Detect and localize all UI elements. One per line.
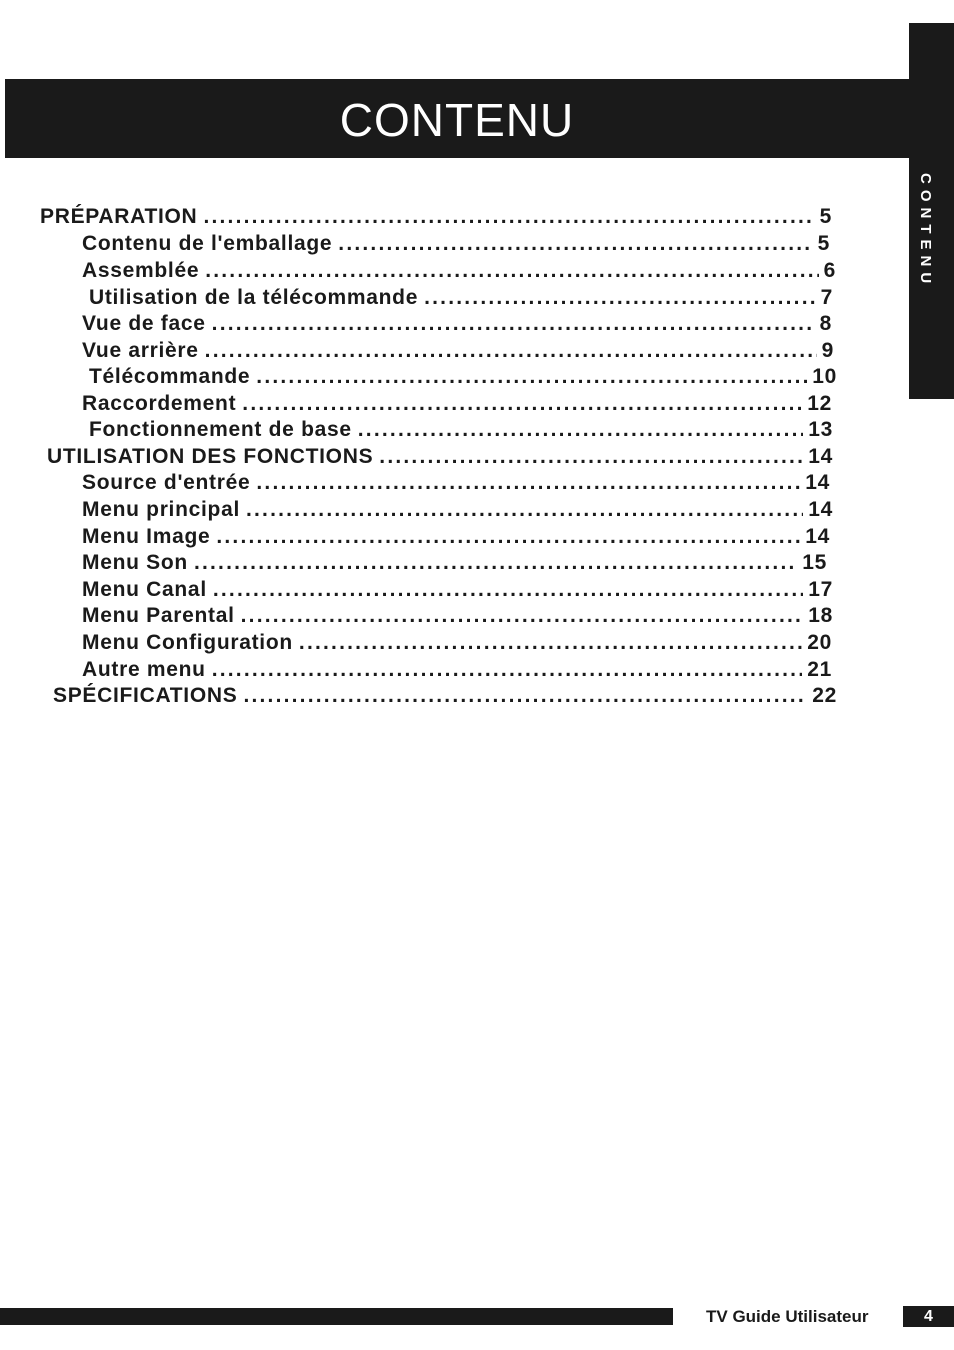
toc-dot-leader [241,603,804,629]
toc-entry-source-entree[interactable] [82,470,830,496]
toc-dot-leader [256,364,807,390]
toc-entry-page: 14 [808,445,833,468]
toc-dot-leader [358,417,803,443]
toc-entry-label: Menu Image [82,525,211,548]
toc-entry-preparation[interactable] [40,204,832,230]
toc-entry-menu-canal[interactable] [82,577,833,603]
toc-entry-fonctionnement-base[interactable] [89,417,833,443]
toc-dot-leader [246,497,803,523]
toc-entry-page: 5 [819,205,832,228]
toc-entry-page: 17 [808,578,833,601]
toc-dot-leader [243,683,807,709]
toc-entry-page: 20 [807,631,832,654]
toc-dot-leader [242,391,802,417]
toc-dot-leader [379,444,803,470]
toc-entry-page: 21 [807,658,832,681]
toc-dot-leader [213,577,803,603]
toc-entry-menu-configuration[interactable] [82,630,832,656]
toc-entry-telecommande[interactable] [89,364,837,390]
header-band [5,79,909,158]
toc-entry-page: 5 [817,232,830,255]
toc-entry-label: Contenu de l'emballage [82,232,333,255]
toc-entry-page: 7 [820,286,833,309]
side-tab [909,23,954,399]
page-title: CONTENU [339,94,575,146]
toc-entry-label: Menu Son [82,551,188,574]
toc-entry-label: Vue arrière [82,339,199,362]
toc-dot-leader [205,338,817,364]
footer-bar [0,1308,673,1325]
toc-entry-page: 10 [812,365,837,388]
toc-entry-label: Menu Parental [82,604,235,627]
toc-dot-leader [194,550,797,576]
toc-entry-menu-image[interactable] [82,524,830,550]
toc-dot-leader [338,231,812,257]
toc-entry-label: Menu Configuration [82,631,293,654]
toc-entry-page: 22 [812,684,837,707]
toc-entry-contenu-emballage[interactable] [82,231,830,257]
toc-entry-utilisation-fonctions[interactable] [47,444,833,470]
toc-entry-page: 13 [808,418,833,441]
toc-entry-menu-son[interactable] [82,550,827,576]
toc-entry-label: Menu Canal [82,578,207,601]
toc-entry-label: Télécommande [89,365,251,388]
toc-entry-autre-menu[interactable] [82,657,832,683]
toc-entry-label: Utilisation de la télécommande [89,286,419,309]
toc-entry-page: 12 [807,392,832,415]
toc-entry-raccordement[interactable] [82,391,832,417]
toc-entry-label: Fonctionnement de base [89,418,352,441]
toc-dot-leader [216,524,800,550]
toc-entry-assemblee[interactable] [82,258,836,284]
side-tab-label: CONTENU [917,173,934,290]
toc-entry-label: Source d'entrée [82,471,251,494]
toc-entry-label: Vue de face [82,312,206,335]
toc-entry-page: 9 [821,339,834,362]
toc-dot-leader [212,657,803,683]
toc-entry-label: Raccordement [82,392,237,415]
toc-entry-label: PRÉPARATION [40,205,198,228]
toc-entry-menu-principal[interactable] [82,497,833,523]
toc-entry-label: UTILISATION DES FONCTIONS [47,445,374,468]
toc-entry-vue-de-face[interactable] [82,311,832,337]
toc-entry-utilisation-telecommande[interactable] [89,285,833,311]
toc-dot-leader [205,258,818,284]
toc-entry-menu-parental[interactable] [82,603,833,629]
toc-entry-page: 8 [819,312,832,335]
toc-entry-label: SPÉCIFICATIONS [53,684,238,707]
toc-entry-page: 14 [805,525,830,548]
toc-entry-specifications[interactable] [53,683,837,709]
toc-entry-page: 14 [805,471,830,494]
toc-entry-page: 6 [823,259,836,282]
toc-entry-label: Autre menu [82,658,206,681]
footer-guide-label: TV Guide Utilisateur [706,1307,869,1326]
toc-dot-leader [256,470,800,496]
toc-entry-page: 14 [808,498,833,521]
toc-entry-label: Menu principal [82,498,240,521]
toc-entry-vue-arriere[interactable] [82,338,834,364]
toc-entry-label: Assemblée [82,259,200,282]
toc-dot-leader [424,285,816,311]
page-number: 4 [903,1306,954,1327]
toc-dot-leader [203,204,814,230]
toc-entry-page: 18 [808,604,833,627]
toc-entry-page: 15 [802,551,827,574]
toc-dot-leader [212,311,815,337]
toc-dot-leader [299,630,802,656]
